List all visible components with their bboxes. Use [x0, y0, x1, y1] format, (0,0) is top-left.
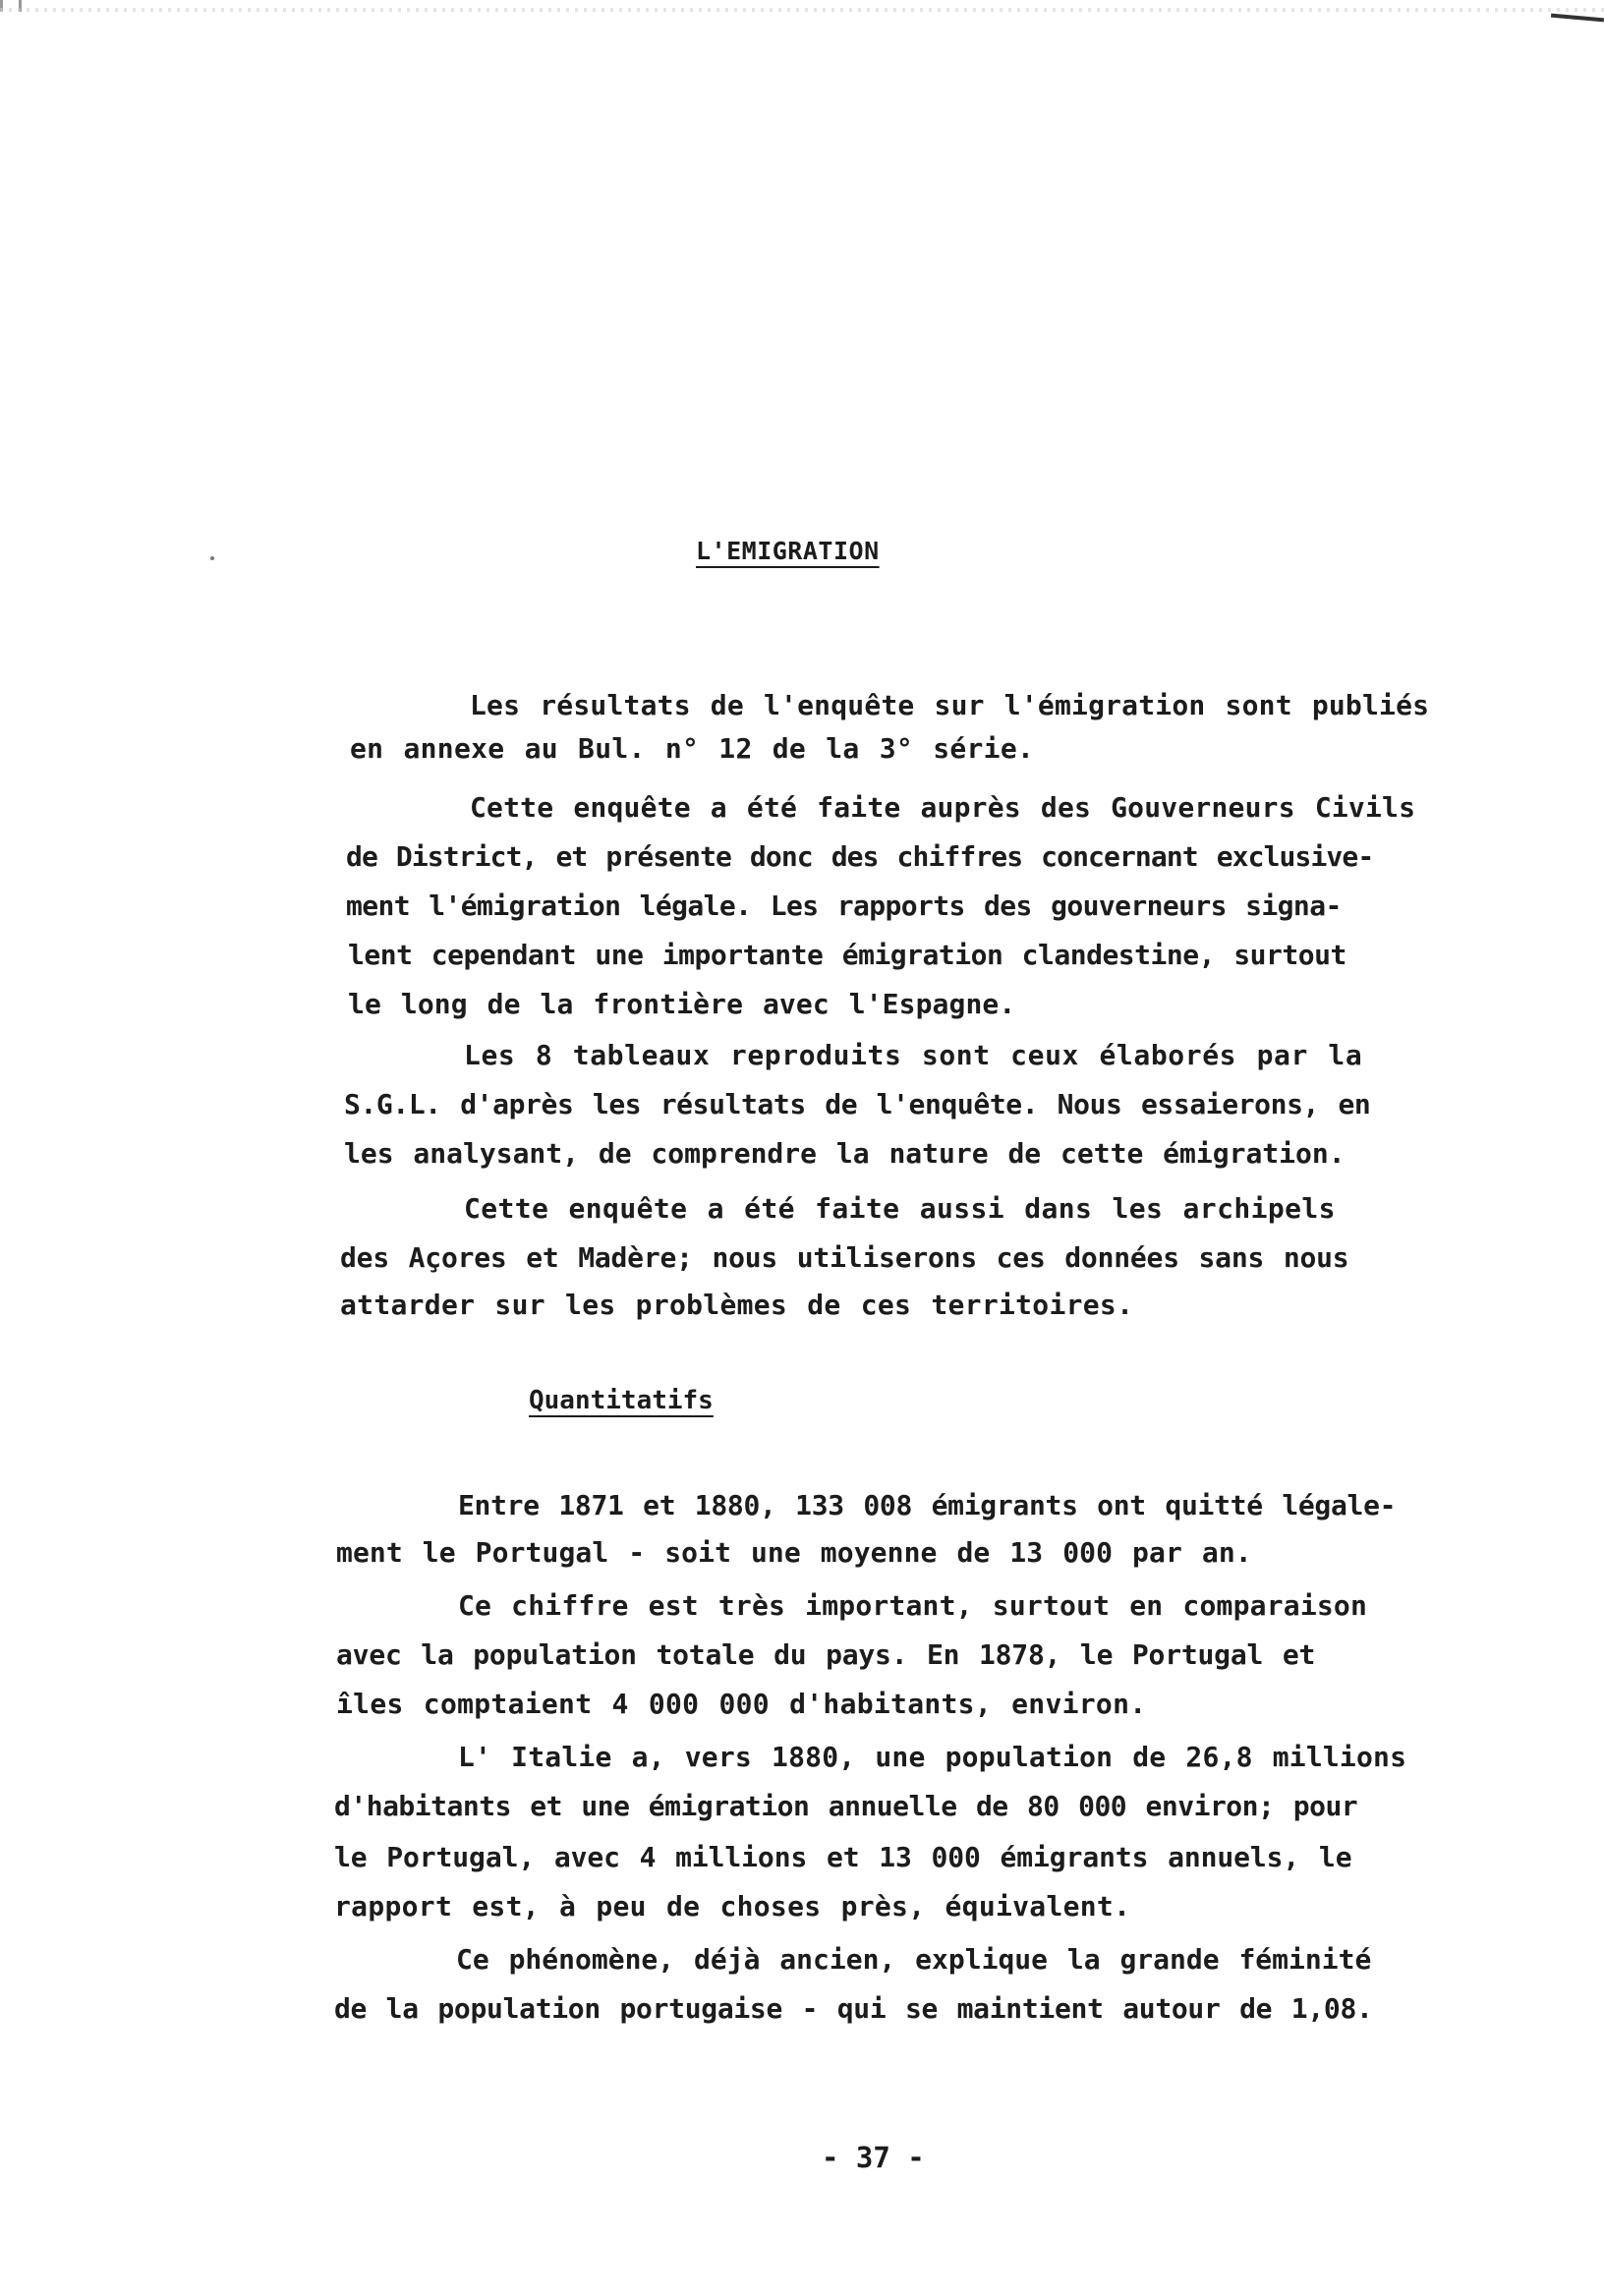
text-line: des Açores et Madère; nous utiliserons ces données sans nous: [340, 1241, 1349, 1274]
text-line: Les 8 tableaux reproduits sont ceux élaborés par la: [464, 1039, 1363, 1071]
section-heading: Quantitatifs: [529, 1386, 714, 1415]
text-line: lent cependant une importante émigration clandestine, surtout: [348, 939, 1346, 971]
text-line: le Portugal, avec 4 millions et 13 000 émigrants annuels, le: [334, 1841, 1352, 1873]
page-title: L'EMIGRATION: [696, 537, 880, 565]
text-line: ment le Portugal - soit une moyenne de 13 000 par an.: [336, 1536, 1252, 1569]
text-line: Ce chiffre est très important, surtout en comparaison: [458, 1589, 1368, 1622]
text-line: les analysant, de comprendre la nature de cette émigration.: [344, 1137, 1346, 1170]
scan-artifact-top: [0, 8, 1604, 12]
text-line: îles comptaient 4 000 000 d'habitants, environ.: [336, 1688, 1147, 1720]
text-line: rapport est, à peu de choses près, équivalent.: [334, 1890, 1131, 1923]
text-line: d'habitants et une émigration annuelle de 80 000 environ; pour: [334, 1790, 1358, 1822]
text-line: ment l'émigration légale. Les rapports des gouverneurs signa-: [346, 890, 1342, 922]
scan-artifact-right: [1551, 14, 1604, 23]
text-line: Cette enquête a été faite aussi dans les archipels: [464, 1192, 1336, 1225]
text-line: de la population portugaise - qui se maintient autour de 1,08.: [334, 1992, 1373, 2025]
page-number: - 37 -: [822, 2141, 925, 2174]
text-line: Cette enquête a été faite auprès des Gouverneurs Civils: [470, 791, 1416, 824]
text-line: S.G.L. d'après les résultats de l'enquête. Nous essaierons, en: [344, 1088, 1371, 1120]
text-line: de District, et présente donc des chiffres concernant exclusive-: [346, 840, 1374, 873]
text-line: L' Italie a, vers 1880, une population de 26,8 millions: [458, 1741, 1407, 1773]
text-line: en annexe au Bul. n° 12 de la 3° série.: [350, 732, 1035, 765]
text-line: Les résultats de l'enquête sur l'émigration sont publiés: [470, 689, 1430, 721]
text-line: Entre 1871 et 1880, 133 008 émigrants ont quitté légale-: [458, 1489, 1397, 1521]
text-line: Ce phénomène, déjà ancien, explique la grande féminité: [456, 1943, 1372, 1976]
text-line: avec la population totale du pays. En 1878, le Portugal et: [336, 1638, 1316, 1671]
stray-ink-dot: [210, 556, 214, 560]
text-line: le long de la frontière avec l'Espagne.: [348, 988, 1016, 1020]
text-line: attarder sur les problèmes de ces territoires.: [340, 1289, 1134, 1321]
